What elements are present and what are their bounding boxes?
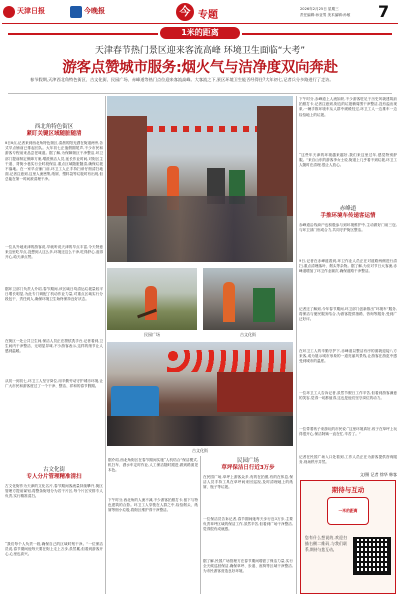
interaction-logo: [327, 497, 369, 525]
interaction-box: [300, 480, 396, 594]
section-title-chifengdao: 赤峰道: [339, 206, 357, 212]
article-col1-text-e: 从初一到初七,环卫工人坚守岗位,用辛勤劳动守护城市环境,让广大市民和游客度过了一个干净、整洁、祥和的春节假期。: [5, 379, 103, 389]
article-col5-text-e: 记者在民园广场入口处看到,工作人员正在为游客提供咨询服务,现场秩序井然。: [299, 455, 397, 465]
photo-worker2: [223, 282, 235, 322]
article-col2-text-c: 下午时分,西北角的人流不减,不少游客拍照打卡,留下与特色建筑的合影。环卫工人穿梭在人群之中,捡拾烟头、纸屑等细小垃圾,将街区维护得干净整洁。: [108, 498, 198, 513]
interaction-cta: 您有什么想说的,欢迎扫描右侧二维码,与我们联系,期待与您互动。: [305, 535, 347, 552]
caption-guwenhua-2: 古文化街: [192, 448, 208, 453]
column-divider-1: [105, 96, 106, 594]
photo-green-bin: [253, 288, 275, 322]
article-col4-text-b: “我们每个人负责一段,确保自己的区域时刻干净。”一位保洁员说,春节期间他每天要在街上走上万步,虽然累,但看到游客开心,心里也高兴。: [5, 542, 103, 557]
column-divider-3: [296, 96, 297, 594]
photo-shop-front: [217, 372, 293, 412]
masthead-rule: [2, 23, 398, 24]
article-col3-text-b: “这些年天津的环境越来越好,我们来这里过年,感觉特别舒服。”来自山东的游客李女士说,街道上几乎看不到垃圾,环卫工人随时在清理,很让人放心。: [299, 153, 397, 168]
banner-ribbon: [160, 27, 240, 39]
paper1-emblem-icon: [3, 6, 15, 18]
masthead: [0, 0, 400, 26]
article-col5-text-d: 一位带着孩子来游玩的市民说:“这里环境真好,孩子在草坪上玩得很开心,保洁阿姨一直在忙,辛苦了。”: [299, 427, 397, 437]
lead-paragraph: 春节假期,天津西北角特色街区、古文化街、民园广场、赤峰道等热门点位迎来客流高峰。大客流之下,景区环境卫生能否经得住?大年初七,记者兵分多路进行了走访。: [30, 77, 334, 82]
section-badge-char: 今: [179, 5, 191, 18]
photo-minyuan-sweeper: [107, 268, 197, 330]
editors-line: 责任编辑:孙亚男 美术编辑:孙敏: [300, 13, 351, 17]
photo-lanterns: [167, 350, 287, 372]
section-badge: [176, 3, 194, 21]
caption-minyuan: 民园广场: [144, 332, 160, 337]
photo-lantern-row: [147, 126, 257, 132]
column-divider-2: [200, 456, 201, 594]
article-col3-text-g: 一位环卫工人告诉记者,虽然节假日工作辛苦,但看到游客满意的笑容,觉得一切都值得,这也是他们坚守岗位的动力。: [299, 391, 397, 401]
section-title-guwenhuajie: 古文化街: [42, 467, 65, 473]
caption-guwenhua-1: 古文化街: [240, 332, 256, 337]
section-subtitle-xibeijiao: 紧盯关键区域随脏随清: [26, 131, 82, 137]
paper1-name: 天津日报: [17, 6, 45, 15]
paper1-logo: [3, 4, 63, 20]
headline-rule: [8, 93, 392, 94]
photo-guwenhua-bin: [203, 268, 293, 330]
article-col3-text-d: 9日,记者在赤峰道看到,环卫作业人员正在对道路两侧进行清扫,重点清理落叶、烟头等杂物。据了解,为应对节日大客流,赤峰道增加了环卫作业频次,确保道路干净整洁。: [299, 259, 397, 274]
article-col3-text-e: 记者还了解到,今年春节期间,环卫部门创新推出“环境车”服务,将保洁与便民服务结合,为游客提供指路、咨询等服务,受到广泛好评。: [299, 307, 397, 322]
interaction-title: 期待与互动: [331, 486, 365, 494]
date-line: 2026年2月25日 星期三: [300, 7, 339, 11]
section-subtitle-minyuan: 草坪保洁日行近3万步: [221, 465, 275, 471]
column-banner: [0, 26, 400, 40]
article-col5-text-c: 据了解,民园广场管理方在春节期间增派了保洁力量,实行全天候巡回保洁,确保草坪、步道、座椅等区域干净整洁,为市民游客营造良好环境。: [203, 559, 293, 574]
byline: 文/摄 记者 徐华 韩客: [359, 472, 397, 477]
article-col5-text-a: 在民园广场,草坪上游客众多,有的在拍照,有的在休息,保洁人员手持工具在草坪间来回巡视,及时清理地上的纸屑、瓶子等垃圾。: [203, 475, 293, 490]
article-col5-text-b: 一位保洁员告诉记者,春节期间她每天步行近3万步,主要负责草坪区域的保洁工作,虽然辛苦,但看到广场干净整洁,觉得很有成就感。: [203, 517, 293, 532]
qr-code-icon[interactable]: [353, 537, 391, 575]
section-subtitle-chifengdao: 手推环境车传递客运情: [320, 213, 376, 219]
paper2-emblem-icon: [70, 6, 82, 18]
banner-line-left: [8, 33, 158, 35]
photo-crowd: [127, 196, 287, 262]
article-col1-text-a: 8日8点,记者来到西北角特色街区,清晨的阳光洒在街道两旁,各式早点铺前已排起长队。大年初七正值假期尾声,不少市民和游客专程前来品尝老味道。据了解,为保障街区干净整洁,环卫部门提前制定保障方案,增派保洁人员,延长作业时间,对街区主干道、背街小巷实行全时段保洁,重点区域随脏随清,确保垃圾不落地。在一家早点铺门前,环卫工人正手持扫帚仔细清扫地面,记者注意到,这里人流密集,纸屑、塑料袋等垃圾时有出现,但总能在第一时间被清理干净。: [5, 141, 103, 182]
photo-xibeijiao-street: [107, 96, 293, 262]
article-col3-text-f: 在环卫工人的辛勤守护下,赤峰道以整洁有序的面貌迎接八方来客,成为展示城市形象的一道亮丽风景线,让游客在游览中感受到城市的温度。: [299, 349, 397, 364]
article-col2-text-b: 据介绍,西北角街区在春节期间实施“人机结合”保洁模式,机扫车、洒水车定时作业,人工保洁随时跟进,做到路面见本色。: [108, 458, 198, 473]
paper2-logo: [70, 4, 130, 20]
page-number: 7: [378, 2, 390, 21]
section-subtitle-guwenhuajie: 专人分片管理精准清扫: [26, 474, 82, 480]
article-col3-text-a: 下午时分,赤峰道上人流如织,不少游客驻足于历史风貌建筑前拍照打卡,记者注意到,街边的垃圾桶周围干净整洁,没有溢出现象,一辆手推环境车从人群中缓缓经过,环卫工人一边推车一边捡拾地上的垃圾。: [299, 97, 397, 117]
photo-crowd-2: [107, 416, 293, 446]
headline-main: 游客点赞城市服务:烟火气与洁净度双向奔赴: [62, 60, 338, 76]
article-col4-text-a: 古文化街作为天津的文化名片,春节期间客流量持续攀升,街区管理方提前谋划,将整条街划分为若干片区,每个片区安排专人负责,实行精准清扫。: [5, 484, 103, 499]
photo-guwenhua-crowd: [107, 342, 293, 446]
article-col3-text-c: 赤峰道沿线商户也积极参与到环境维护中,主动做好门前三包,与环卫部门形成合力,共同守护街区整洁。: [299, 223, 397, 233]
article-col1-text-b: 一位从外地来津的游客说,早就听说天津的早点丰富,今天特意来这里吃早点,没想到人这么多,环境还这么干净,吃得舒心,逛得开心,给天津点赞。: [5, 245, 103, 260]
paper2-name: 今晚报: [84, 6, 105, 15]
section-title-minyuan: 民园广场: [236, 458, 259, 464]
section-label: 专题: [198, 10, 218, 21]
section-title-xibeijiao: 西北角特色街区: [34, 124, 74, 130]
article-col1-text-d: 在街区一处公共卫生间,保洁人员正在擦拭洗手台,记者看到,卫生间内干净整洁、无明显异味,不少游客表示,这样的细节让人感到温暖。: [5, 339, 103, 354]
banner-ribbon-text: 1米的距离: [181, 28, 219, 37]
qr-caption: 一米的距离: [338, 508, 358, 513]
headline-kicker: 天津春节热门景区迎来客流高峰 环境卫生面临“大考”: [94, 46, 306, 56]
banner-line-right: [242, 33, 392, 35]
article-col1-text-c: 据环卫部门负责人介绍,春节期间,该区域日均清运垃圾量较平日增长明显,为此专门调配了机动作业力量,对重点区域实行分段包干、责任到人,确保环境卫生始终保持良好状态。: [5, 287, 103, 302]
